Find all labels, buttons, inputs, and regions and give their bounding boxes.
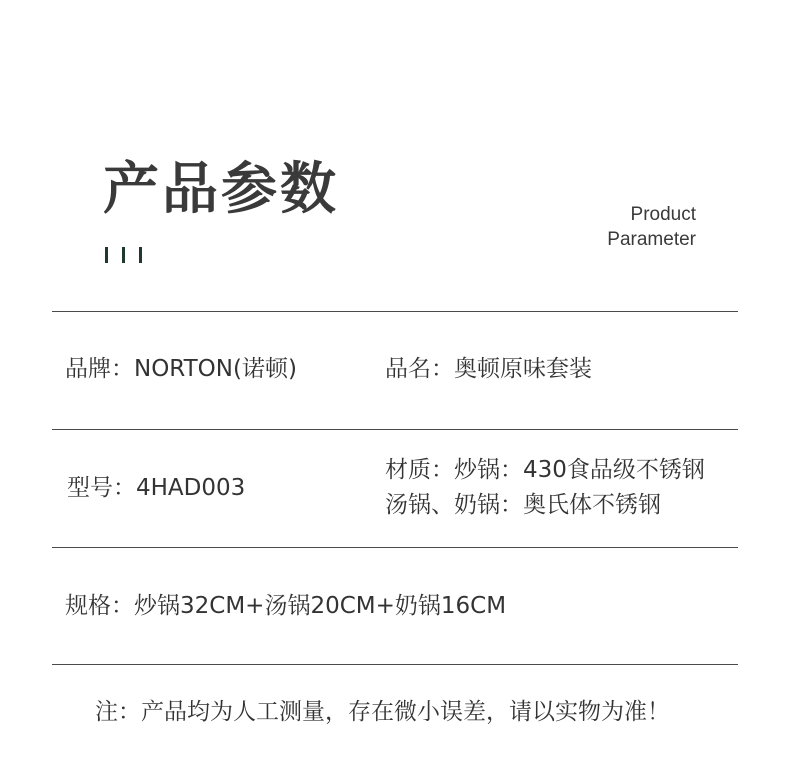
brand-field: 品牌：NORTON(诺顿) (65, 356, 297, 382)
material-field-line-2: 汤锅、奶锅：奥氏体不锈钢 (385, 492, 661, 518)
accent-bar (122, 247, 125, 263)
divider (52, 547, 738, 548)
english-subtitle (607, 202, 696, 252)
material-field-line-1: 材质：炒锅：430食品级不锈钢 (385, 457, 705, 483)
subtitle-line-1: Product (630, 204, 696, 225)
product-name-field: 品名：奥顿原味套装 (385, 356, 592, 382)
spec-field: 规格：炒锅32CM+汤锅20CM+奶锅16CM (65, 593, 507, 619)
divider (52, 429, 738, 430)
measurement-note: 注：产品均为人工测量，存在微小误差，请以实物为准！ (95, 699, 670, 725)
subtitle-line-2: Parameter (607, 229, 696, 250)
accent-bar (105, 247, 108, 263)
accent-bar (139, 247, 142, 263)
divider (52, 664, 738, 665)
page-title: 产品参数 (103, 157, 339, 222)
model-field: 型号：4HAD003 (67, 475, 246, 501)
divider (52, 311, 738, 312)
